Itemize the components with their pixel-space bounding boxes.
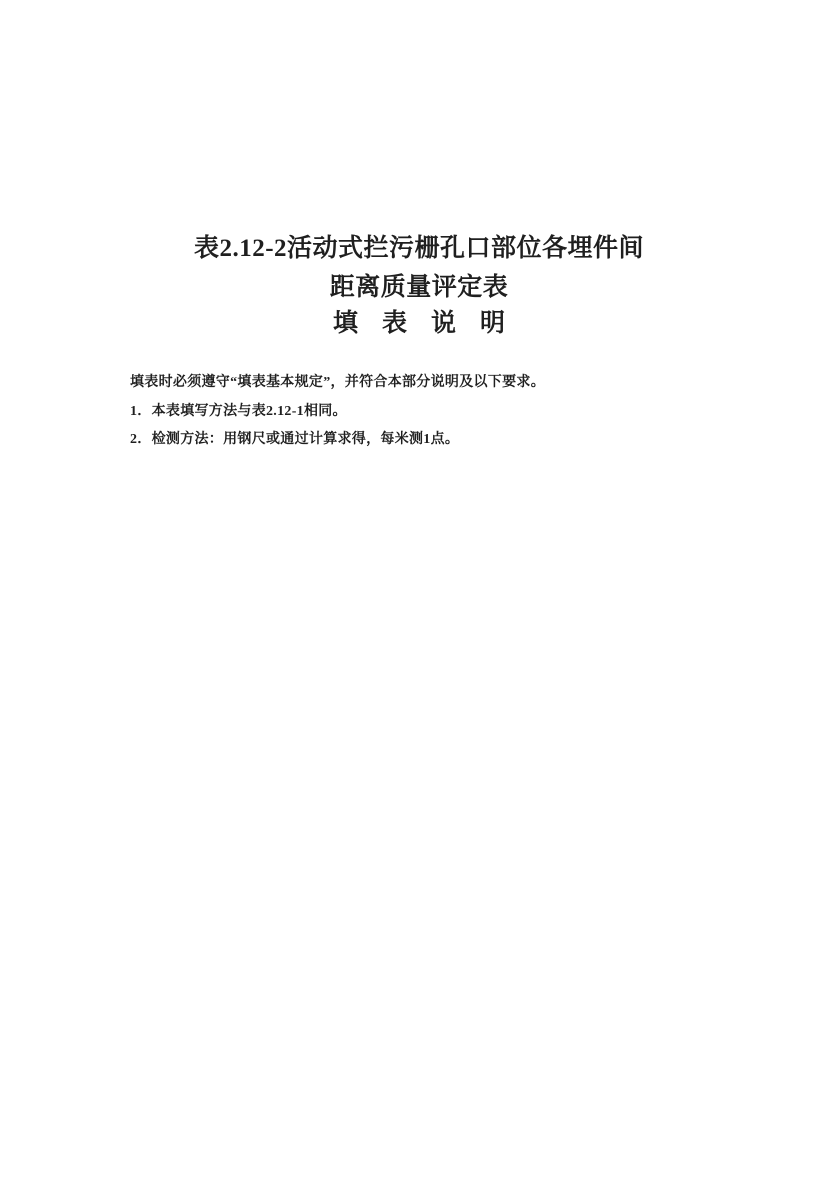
intro-paragraph: 填表时必须遵守“填表基本规定”，并符合本部分说明及以下要求。	[130, 375, 545, 390]
fill-in-instructions-heading: 填表说明	[332, 310, 529, 337]
document-title-line-1: 表2.12-2活动式拦污栅孔口部位各埋件间	[193, 235, 645, 262]
document-title-line-2: 距离质量评定表	[329, 274, 509, 301]
instruction-item-1: 1．本表填写方法与表2.12-1相同。	[130, 404, 347, 419]
instruction-item-2: 2．检测方法：用钢尺或通过计算求得，每米测1点。	[130, 432, 460, 447]
